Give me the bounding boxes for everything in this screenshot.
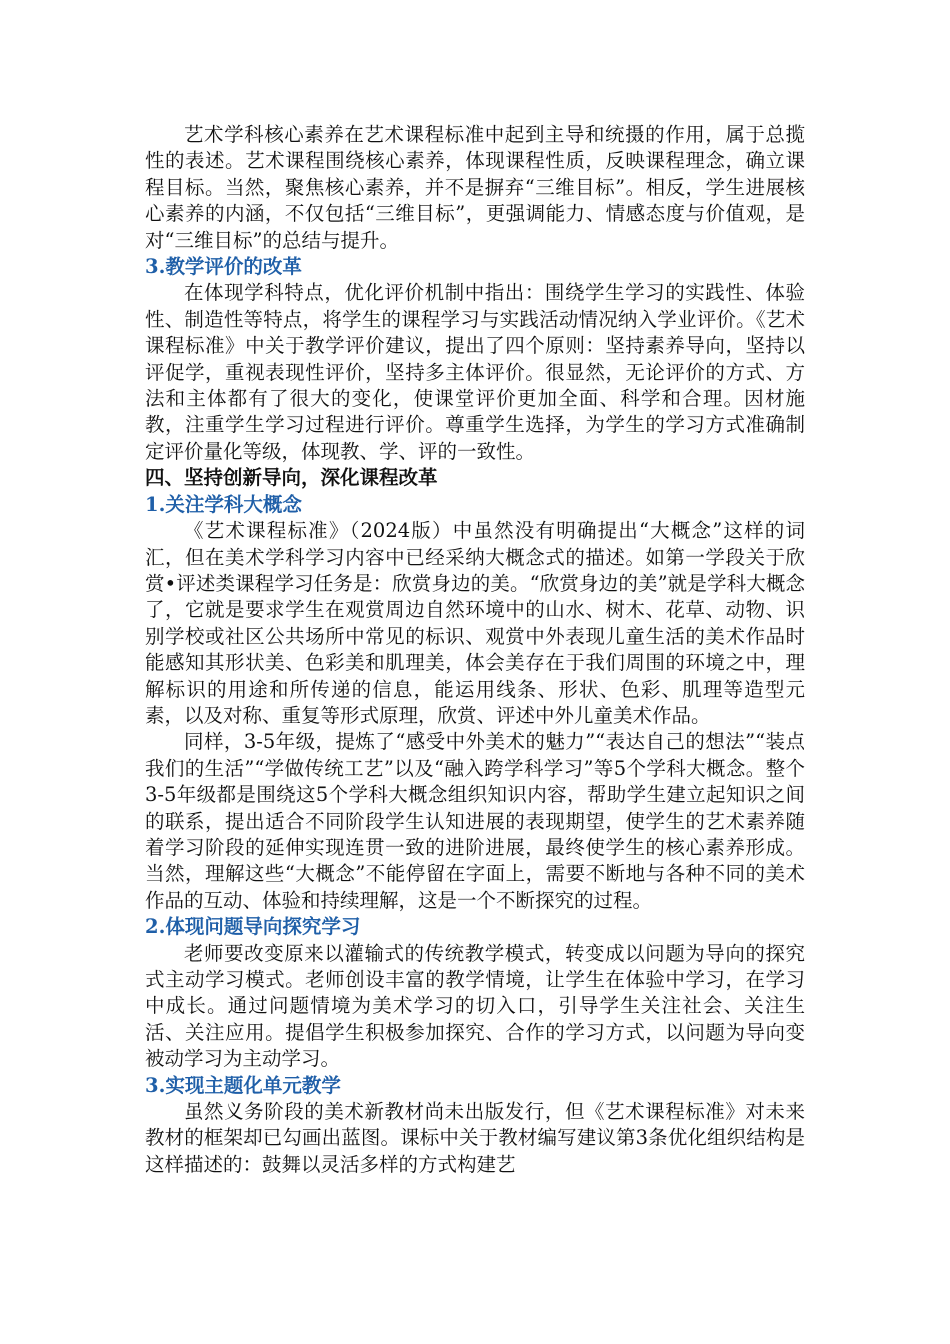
heading-inquiry-learning: 2.体现问题导向探究学习 (145, 915, 361, 939)
paragraph-inquiry-learning: 老师要改变原来以灌输式的传统教学模式，转变成以问题为导向的探究式主动学习模式。老师创设丰富的教学情境，让学生在体验中学习，在学习中成长。通过问题情境为美术学习的切入口，引导学生关注社会、关注生活、关注应用。提倡学生积极参加探究、合作的学习方式，以问题为导向变被动学习为主动学习。 (145, 941, 805, 1071)
document-page (145, 122, 805, 1178)
paragraph-big-concepts-1: 《艺术课程标准》（2024版）中虽然没有明确提出“大概念”这样的词汇，但在美术学科学习内容中已经采纳大概念式的描述。如第一学段关于欣赏•评述类课程学习任务是：欣赏身边的美。“欣赏身边的美”就是学科大概念了，它就是要求学生在观赏周边自然环境中的山水、树木、花草、动物、识别学校或社区公共场所中常见的标识、观赏中外表现儿童生活的美术作品时能感知其形状美、色彩美和肌理美，体会美存在于我们周围的环境之中，理解标识的用途和所传递的信息，能运用线条、形状、色彩、肌理等造型元素，以及对称、重复等形式原理，欣赏、评述中外儿童美术作品。 (145, 519, 805, 727)
heading-section-four: 四、坚持创新导向，深化课程改革 (145, 466, 438, 490)
heading-thematic-units: 3.实现主题化单元教学 (145, 1073, 341, 1097)
heading-big-concepts: 1.关注学科大概念 (145, 492, 302, 516)
paragraph-big-concepts-2: 同样，3-5年级，提炼了“感受中外美术的魅力”“表达自己的想法”“装点我们的生活”“学做传统工艺”以及“融入跨学科学习”等5个学科大概念。整个3-5年级都是围绕这5个学科大概念组织知识内容，帮助学生建立起知识之间的联系，提出适合不同阶段学生认知进展的表现期望，使学生的艺术素养随着学习阶段的延伸实现连贯一致的进阶进展，最终使学生的核心素养形成。当然，理解这些“大概念”不能停留在字面上，需要不断地与各种不同的美术作品的互动、体验和持续理解，这是一个不断探究的过程。 (145, 730, 805, 912)
paragraph-core-literacy: 艺术学科核心素养在艺术课程标准中起到主导和统摄的作用，属于总揽性的表述。艺术课程围绕核心素养，体现课程性质，反映课程理念，确立课程目标。当然，聚焦核心素养，并不是摒弃“三维目标”。相反，学生进展核心素养的内涵，不仅包括“三维目标”，更强调能力、情感态度与价值观，是对“三维目标”的总结与提升。 (145, 123, 805, 252)
paragraph-evaluation: 在体现学科特点，优化评价机制中指出：围绕学生学习的实践性、体验性、制造性等特点，将学生的课程学习与实践活动情况纳入学业评价。《艺术课程标准》中关于教学评价建议，提出了四个原则：坚持素养导向，坚持以评促学，重视表现性评价，坚持多主体评价。很显然，无论评价的方式、方法和主体都有了很大的变化，使课堂评价更加全面、科学和合理。因材施教，注重学生学习过程进行评价。尊重学生选择，为学生的学习方式准确制定评价量化等级，体现教、学、评的一致性。 (145, 281, 805, 463)
paragraph-thematic-units: 虽然义务阶段的美术新教材尚未出版发行，但《艺术课程标准》对未来教材的框架却已勾画出蓝图。课标中关于教材编写建议第3条优化组织结构是这样描述的：鼓舞以灵活多样的方式构建艺 (145, 1100, 805, 1176)
heading-evaluation-reform: 3.教学评价的改革 (145, 255, 302, 279)
